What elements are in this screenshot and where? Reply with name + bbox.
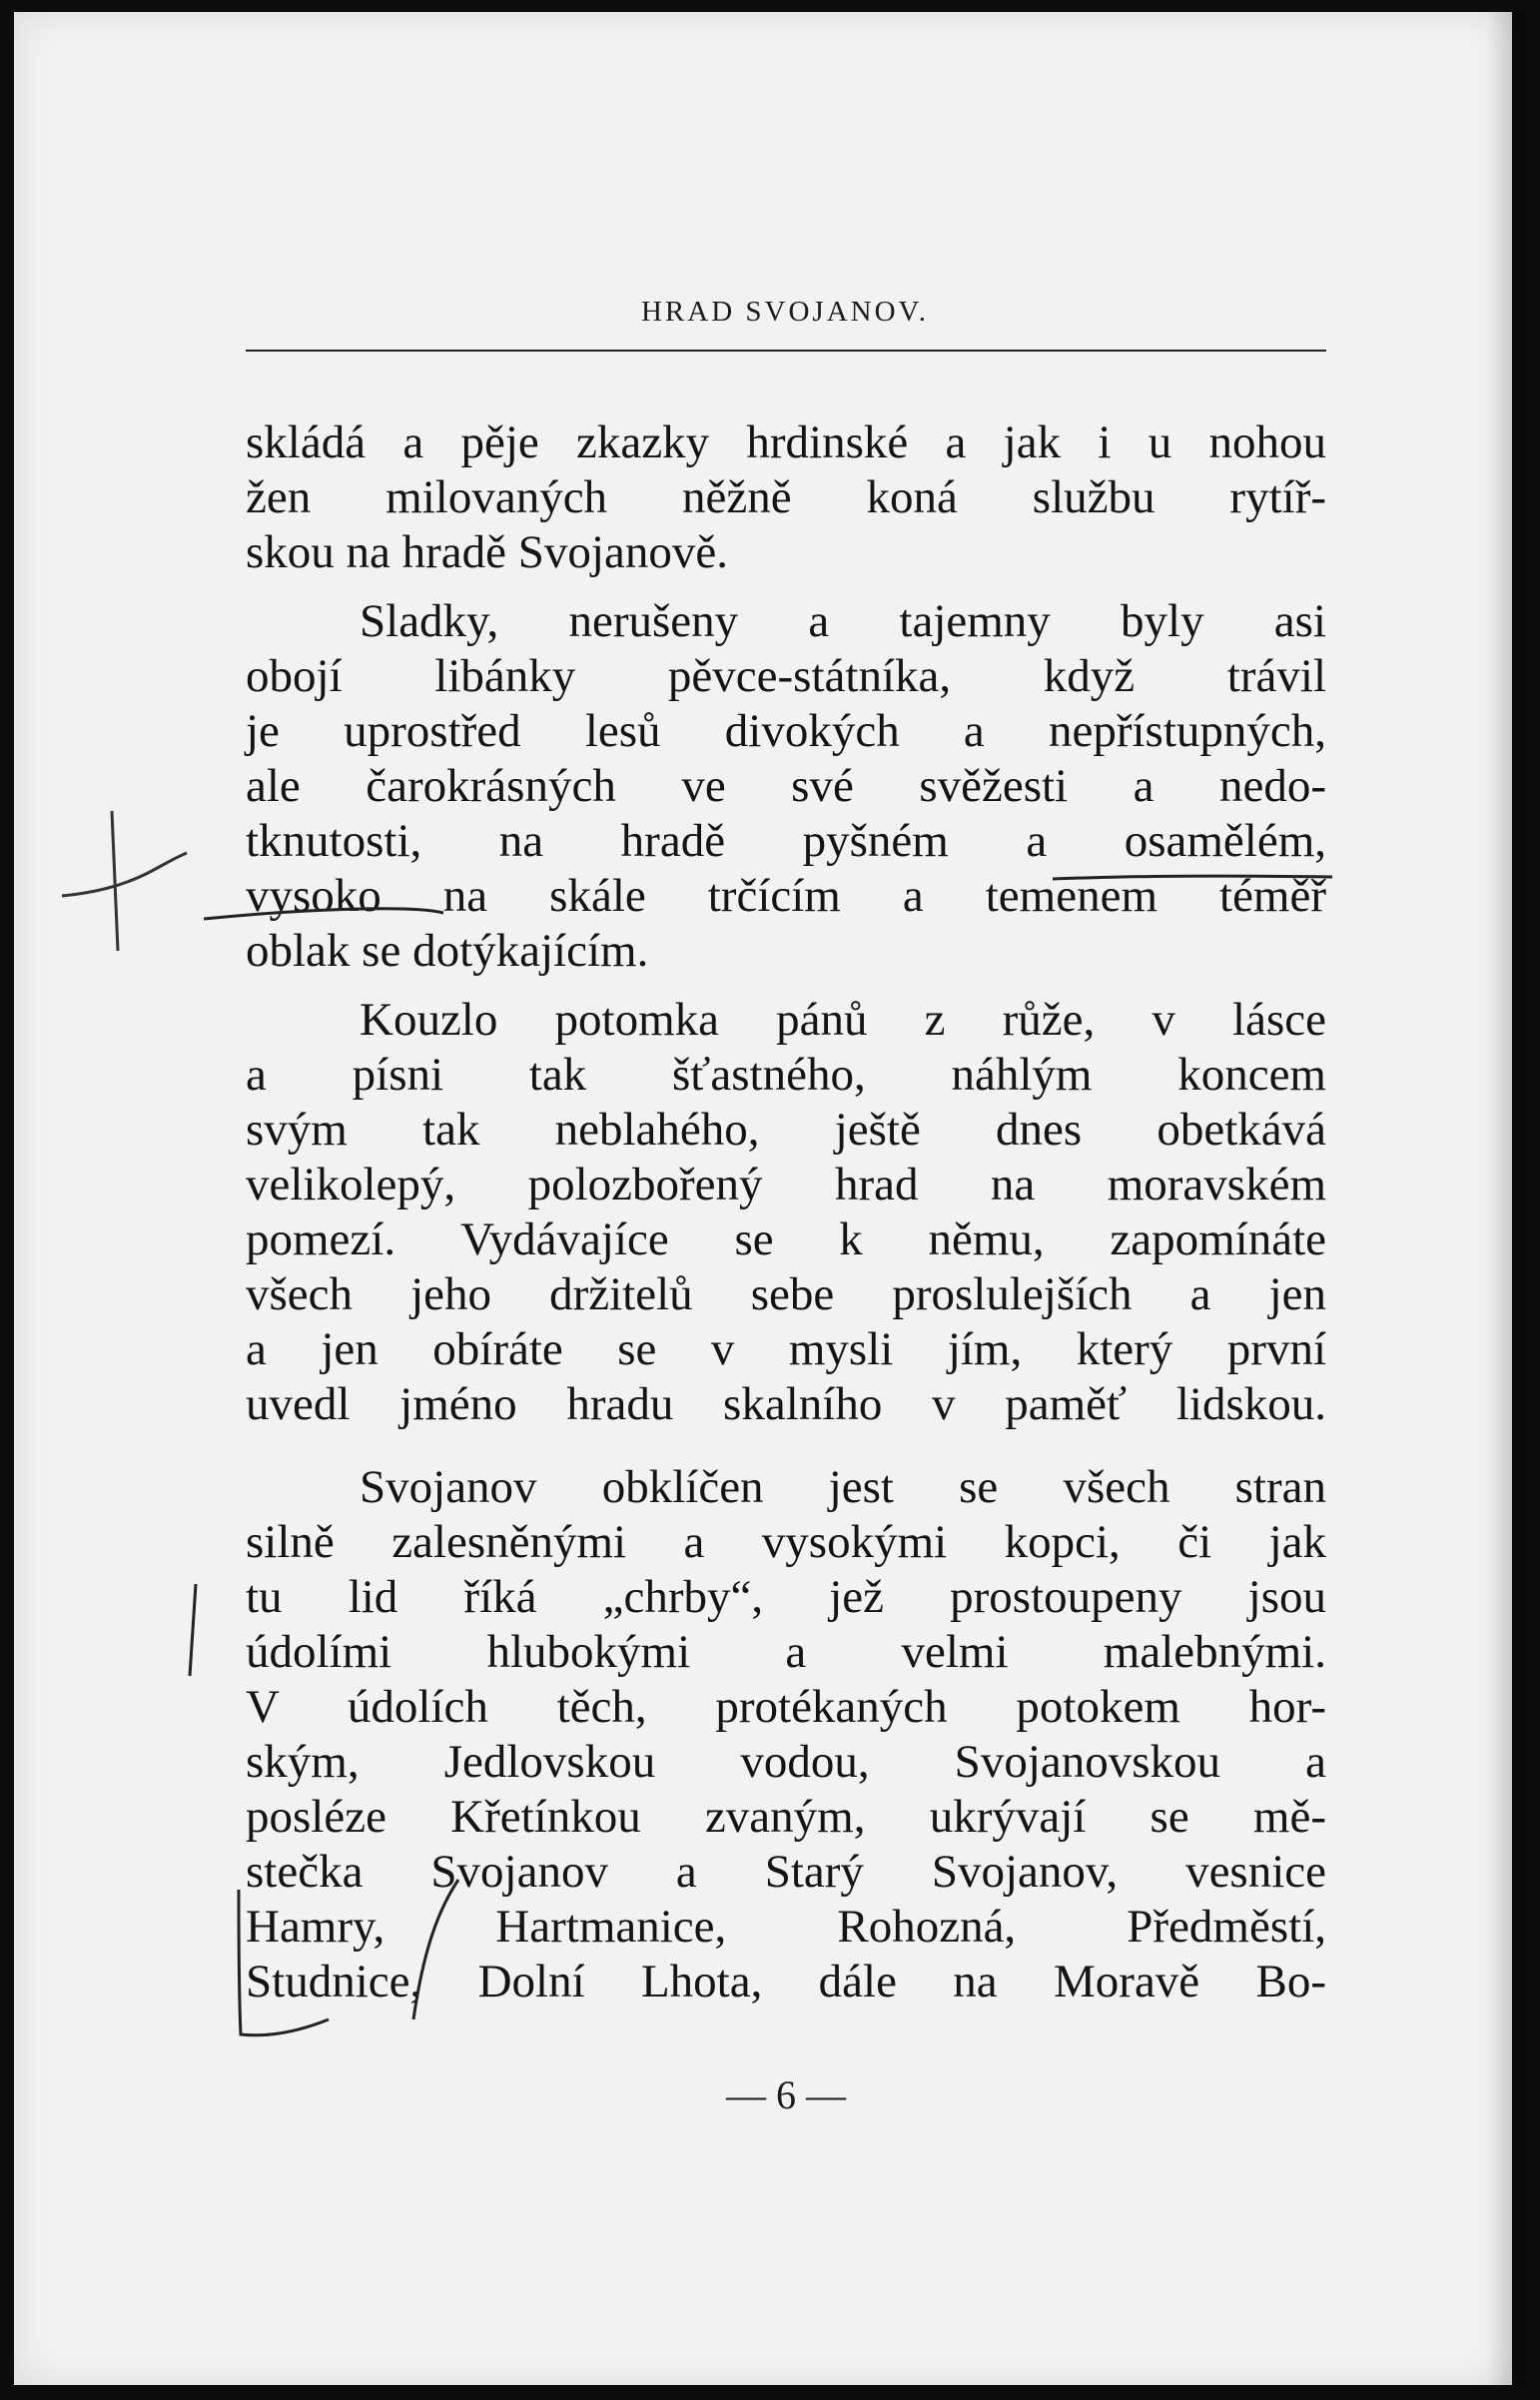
text-line: pomezí. Vydávajíce se k němu, zapomínáte <box>246 1213 1326 1265</box>
text-line: Svojanov obklíčen jest se všech stran <box>360 1461 1326 1513</box>
text-line: Hamry, Hartmanice, Rohozná, Předměstí, <box>246 1901 1326 1953</box>
text-line: Sladky, nerušeny a tajemny byly asi <box>360 595 1326 647</box>
text-line: Studnice, Dolní Lhota, dále na Moravě Bo- <box>246 1956 1326 2007</box>
text-line: skládá a pěje zkazky hrdinské a jak i u nohou <box>246 416 1326 468</box>
page-binding-shadow <box>1486 12 1526 2385</box>
text-line: a písni tak šťastného, náhlým koncem <box>246 1049 1326 1101</box>
text-line: V údolích těch, protékaných potokem hor- <box>246 1681 1326 1733</box>
margin-bar-mark <box>174 1580 214 1680</box>
text-line: stečka Svojanov a Starý Svojanov, vesnice <box>246 1846 1326 1898</box>
text-line: vysoko na skále trčícím a temenem téměř <box>246 870 1326 922</box>
underline-stroke <box>184 869 1332 949</box>
text-line: a jen obíráte se v mysli jím, který první <box>246 1323 1326 1375</box>
text-line: svým tak neblahého, ještě dnes obetkává <box>246 1104 1326 1156</box>
page-number: — 6 — <box>726 2072 846 2117</box>
text-line: uvedl jméno hradu skalního v paměť lidskou. <box>246 1378 1326 1430</box>
text-line: tu lid říká „chrby“, jež prostoupeny jsou <box>246 1571 1326 1623</box>
text-line: skou na hradě Svojanově. <box>246 526 728 578</box>
book-page <box>14 12 1512 2385</box>
text-line: všech jeho držitelů sebe proslulejších a jen <box>246 1268 1326 1320</box>
text-line: údolími hlubokými a velmi malebnými. <box>246 1626 1326 1678</box>
text-line: posléze Křetínkou zvaným, ukrývají se mě- <box>246 1791 1326 1843</box>
text-line: žen milovaných něžně koná službu rytíř- <box>246 471 1326 523</box>
paragraph-3 <box>246 993 1326 1432</box>
text-line: velikolepý, polozbořený hrad na moravském <box>246 1159 1326 1210</box>
text-line: je uprostřed lesů divokých a nepřístupných, <box>246 705 1326 757</box>
text-line: Kouzlo potomka pánů z růže, v lásce <box>360 994 1326 1046</box>
margin-cross-mark <box>42 801 192 961</box>
text-line: ským, Jedlovskou vodou, Svojanovskou a <box>246 1736 1326 1788</box>
text-line: silně zalesněnými a vysokými kopci, či jak <box>246 1516 1326 1568</box>
paragraph-1 <box>246 415 1326 580</box>
header-rule <box>246 350 1326 352</box>
text-line: obojí libánky pěvce-státníka, když trávil <box>246 650 1326 702</box>
text-line: oblak se dotýkajícím. <box>246 925 649 977</box>
body-text <box>246 415 1326 2009</box>
running-head: HRAD SVOJANOV. <box>640 296 929 328</box>
text-line: tknutosti, na hradě pyšném a osamělém, <box>246 815 1326 867</box>
bracket-mark <box>209 1870 508 2069</box>
text-line: ale čarokrásných ve své svěžesti a nedo- <box>246 760 1326 812</box>
